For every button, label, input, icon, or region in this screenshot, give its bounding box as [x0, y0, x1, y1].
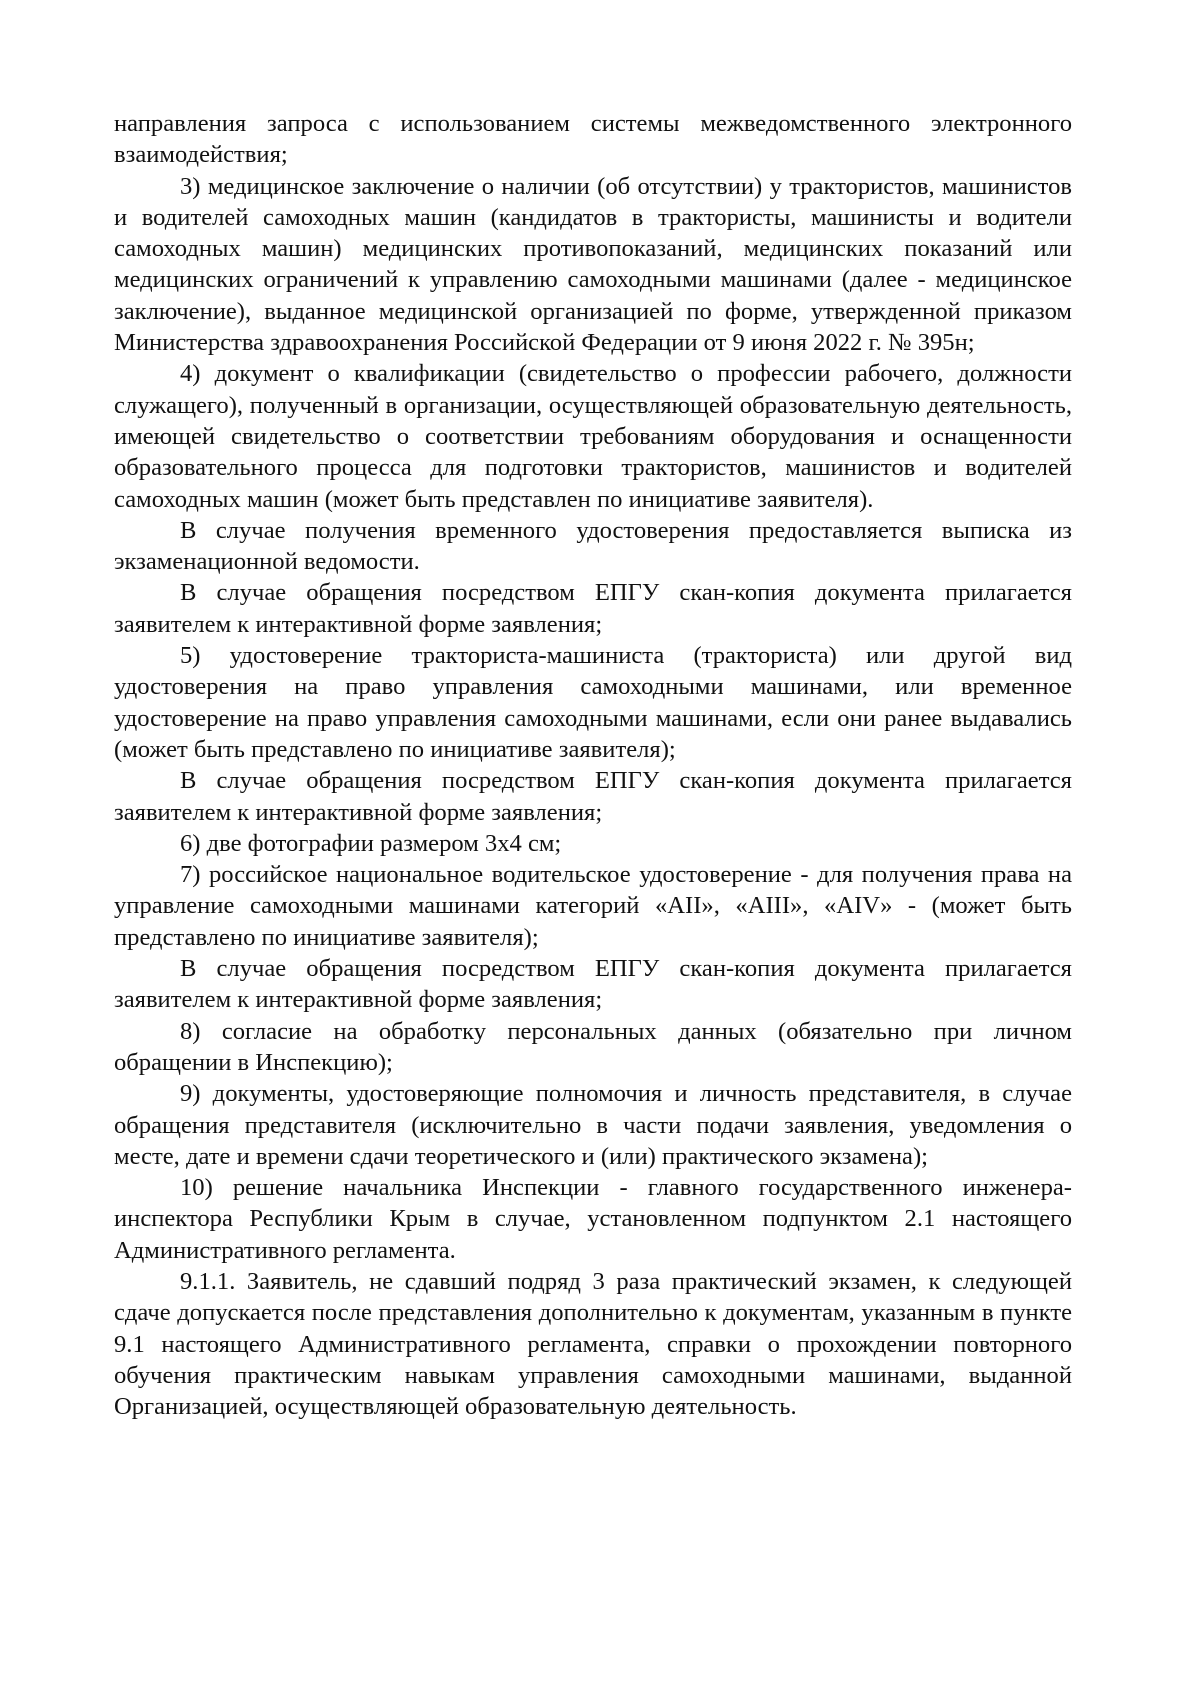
- paragraph-epgu-scan-copy: В случае обращения посредством ЕПГУ скан-копия документа прилагается заявителем к интерактивной форме заявления;: [114, 579, 1072, 638]
- paragraph-item-8-data-consent: 8) согласие на обработку персональных данных (обязательно при личном обращении в Инспекцию);: [114, 1017, 1072, 1076]
- document-body: [114, 108, 1072, 1422]
- paragraph-request-continuation: направления запроса с использованием системы межведомственного электронного взаимодействия;: [114, 110, 1072, 169]
- paragraph-item-4-qualification-document: 4) документ о квалификации (свидетельство о профессии рабочего, должности служащего), полученный в организации, осуществляющей образовательную деятельность, имеющей свидетельство о соответствии требованиям оборудования и оснащенности образовательного процесса для подготовки трактористов, машинистов и водителей самоходных машин (может быть представлен по инициативе заявителя).: [114, 360, 1072, 513]
- paragraph-item-9-representative-documents: 9) документы, удостоверяющие полномочия и личность представителя, в случае обращения представителя (исключительно в части подачи заявления, уведомления о месте, дате и времени сдачи теоретического и (или) практического экзамена);: [114, 1080, 1072, 1170]
- paragraph-epgu-scan-copy: В случае обращения посредством ЕПГУ скан-копия документа прилагается заявителем к интерактивной форме заявления;: [114, 767, 1072, 826]
- paragraph-item-7-driver-license: 7) российское национальное водительское удостоверение - для получения права на управление самоходными машинами категорий «AII», «AIII», «AIV» - (может быть представлено по инициативе заявителя);: [114, 861, 1072, 951]
- paragraph-temporary-certificate: В случае получения временного удостоверения предоставляется выписка из экзаменационной ведомости.: [114, 516, 1072, 576]
- paragraph-item-10-inspection-decision: 10) решение начальника Инспекции - главного государственного инженера-инспектора Республики Крым в случае, установленном подпунктом 2.1 настоящего Административного регламента.: [114, 1174, 1072, 1264]
- paragraph-epgu-scan-copy: В случае обращения посредством ЕПГУ скан-копия документа прилагается заявителем к интерактивной форме заявления;: [114, 955, 1072, 1014]
- paragraph-item-6-photos: 6) две фотографии размером 3х4 см;: [180, 829, 562, 857]
- paragraph-item-3-medical-certificate: 3) медицинское заключение о наличии (об отсутствии) у трактористов, машинистов и водителей самоходных машин (кандидатов в трактористы, машинисты и водители самоходных машин) медицинских противопоказаний, медицинских показаний или медицинских ограничений к управлению самоходными машинами (далее - медицинское заключение), выданное медицинской организацией по форме, утвержденной приказом Министерства здравоохранения Российской Федерации от 9 июня 2022 г. № 395н;: [114, 172, 1072, 357]
- paragraph-9-1-1-repeat-exam: 9.1.1. Заявитель, не сдавший подряд 3 раза практический экзамен, к следующей сдаче допускается после представления дополнительно к документам, указанным в пункте 9.1 настоящего Административного регламента, справки о прохождении повторного обучения практическим навыкам управления самоходными машинами, выданной Организацией, осуществляющей образовательную деятельность.: [114, 1267, 1072, 1421]
- paragraph-item-5-operator-license: 5) удостоверение тракториста-машиниста (тракториста) или другой вид удостоверения на право управления самоходными машинами, или временное удостоверение на право управления самоходными машинами, если они ранее выдавались (может быть представлено по инициативе заявителя);: [114, 642, 1072, 763]
